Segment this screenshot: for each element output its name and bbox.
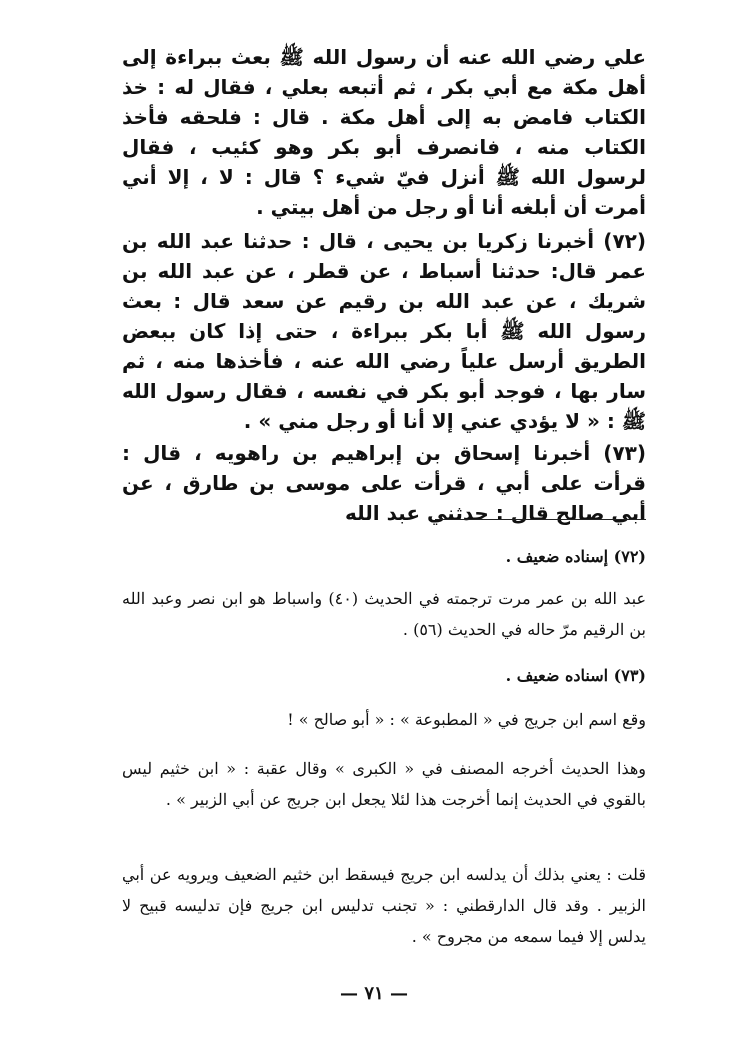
- footnote-divider: [435, 519, 646, 520]
- footnote-73-heading: (٧٣) اسناده ضعيف .: [505, 666, 646, 685]
- footnote-72-body: عبد الله بن عمر مرت ترجمته في الحديث (٤٠) واسباط هو ابن نصر وعبد الله بن الرقيم مرّ حاله في الحديث (٥٦) .: [122, 589, 647, 639]
- footnote-73-paragraph-2: وهذا الحديث أخرجه المصنف في « الكبرى » وقال عقبة : « ابن خثيم ليس بالقوي في الحديث إنما أخرجت هذا لئلا يجعل ابن جريج عن أبي الزبير » .: [122, 759, 646, 809]
- hadith-72-paragraph: (٧٢) أخبرنا زكريا بن يحيى ، قال : حدثنا عبد الله بن عمر قال: حدثنا أسباط ، عن قطر ، عن عبد الله بن شريك ، عن عبد الله بن رقيم عن سعد قال : بعث رسول الله ﷺ أبا بكر ببراءة ، حتى إذا كان ببعض الطريق أرسل علياً رضي الله عنه ، فأخذها منه ، ثم سار بها ، فوجد أبو بكر في نفسه ، فقال رسول الله ﷺ : « لا يؤدي عني إلا أنا أو رجل مني » .: [122, 229, 646, 433]
- footnote-73-paragraph-3: قلت : يعني بذلك أن يدلسه ابن جريج فيسقط ابن خثيم الضعيف ويرويه عن أبي الزبير . وقد قال الدارقطني : « تجنب تدليس ابن جريج فإن تدليسه قبيح لا يدلس إلا فيما سمعه من مجروح » .: [122, 865, 646, 946]
- main-paragraph-1: علي رضي الله عنه أن رسول الله ﷺ بعث ببراءة إلى أهل مكة مع أبي بكر ، ثم أتبعه بعلي ، فقال له : خذ الكتاب فامض به إلى أهل مكة . قال : فلحقه فأخذ الكتاب منه ، فانصرف أبو بكر وهو كئيب ، فقال لرسول الله ﷺ أنزل فيّ شيء ؟ قال : لا ، إلا أني أمرت أن أبلغه أنا أو رجل من أهل بيتي .: [122, 45, 646, 219]
- page-number: — ٧١ —: [340, 983, 408, 1004]
- footnote-72-heading: (٧٢) إسناده ضعيف .: [505, 547, 646, 566]
- hadith-73-paragraph: (٧٣) أخبرنا إسحاق بن إبراهيم بن راهويه ، قال : قرأت على أبي ، قرأت على موسى بن طارق ، عن أبي صالح قال : حدثني عبد الله: [122, 441, 646, 525]
- footnote-73-paragraph-1: وقع اسم ابن جريج في « المطبوعة » : « أبو صالح » !: [287, 710, 646, 729]
